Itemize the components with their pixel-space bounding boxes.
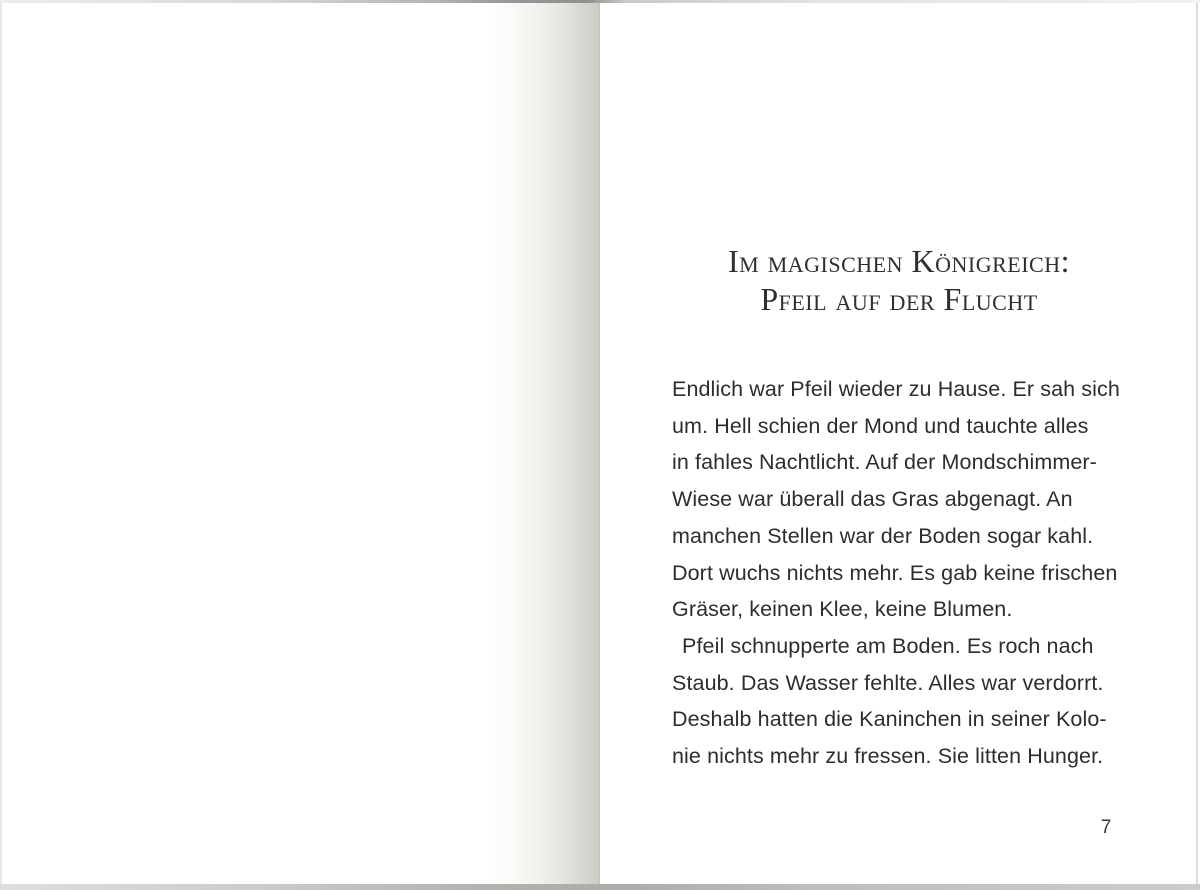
book-gutter-shadow [487, 3, 600, 884]
photo-bottom-edge [0, 884, 1200, 890]
page-number: 7 [1100, 817, 1112, 838]
left-page [2, 3, 488, 884]
body-text [672, 371, 1152, 775]
body-line: nie nichts mehr zu fressen. Sie litten Hunger. [672, 744, 1104, 769]
chapter-title-line-1: Im magischen Königreich: [728, 243, 1070, 279]
body-line: um. Hell schien der Mond und tauchte alles [672, 413, 1089, 438]
body-line: Gräser, keinen Klee, keine Blumen. [672, 597, 1013, 622]
body-line: Endlich war Pfeil wieder zu Hause. Er sah sich [672, 377, 1120, 401]
body-line: Wiese war überall das Gras abgenagt. An [672, 487, 1073, 512]
photo-right-edge [1196, 3, 1198, 884]
body-line: manchen Stellen war der Boden sogar kahl. [672, 523, 1094, 548]
chapter-title-line-2: Pfeil auf der Flucht [760, 281, 1038, 317]
photo-top-edge [0, 0, 1200, 3]
body-line: Staub. Das Wasser fehlte. Alles war verdorrt. [672, 670, 1104, 695]
body-line: Dort wuchs nichts mehr. Es gab keine frischen [672, 560, 1118, 585]
chapter-title [600, 242, 1198, 318]
photo-left-edge [0, 3, 2, 884]
body-line: Deshalb hatten die Kaninchen in seiner Kolo- [672, 707, 1107, 732]
body-line: in fahles Nachtlicht. Auf der Mondschimmer- [672, 450, 1097, 475]
body-line: Pfeil schnupperte am Boden. Es roch nach [682, 633, 1094, 658]
